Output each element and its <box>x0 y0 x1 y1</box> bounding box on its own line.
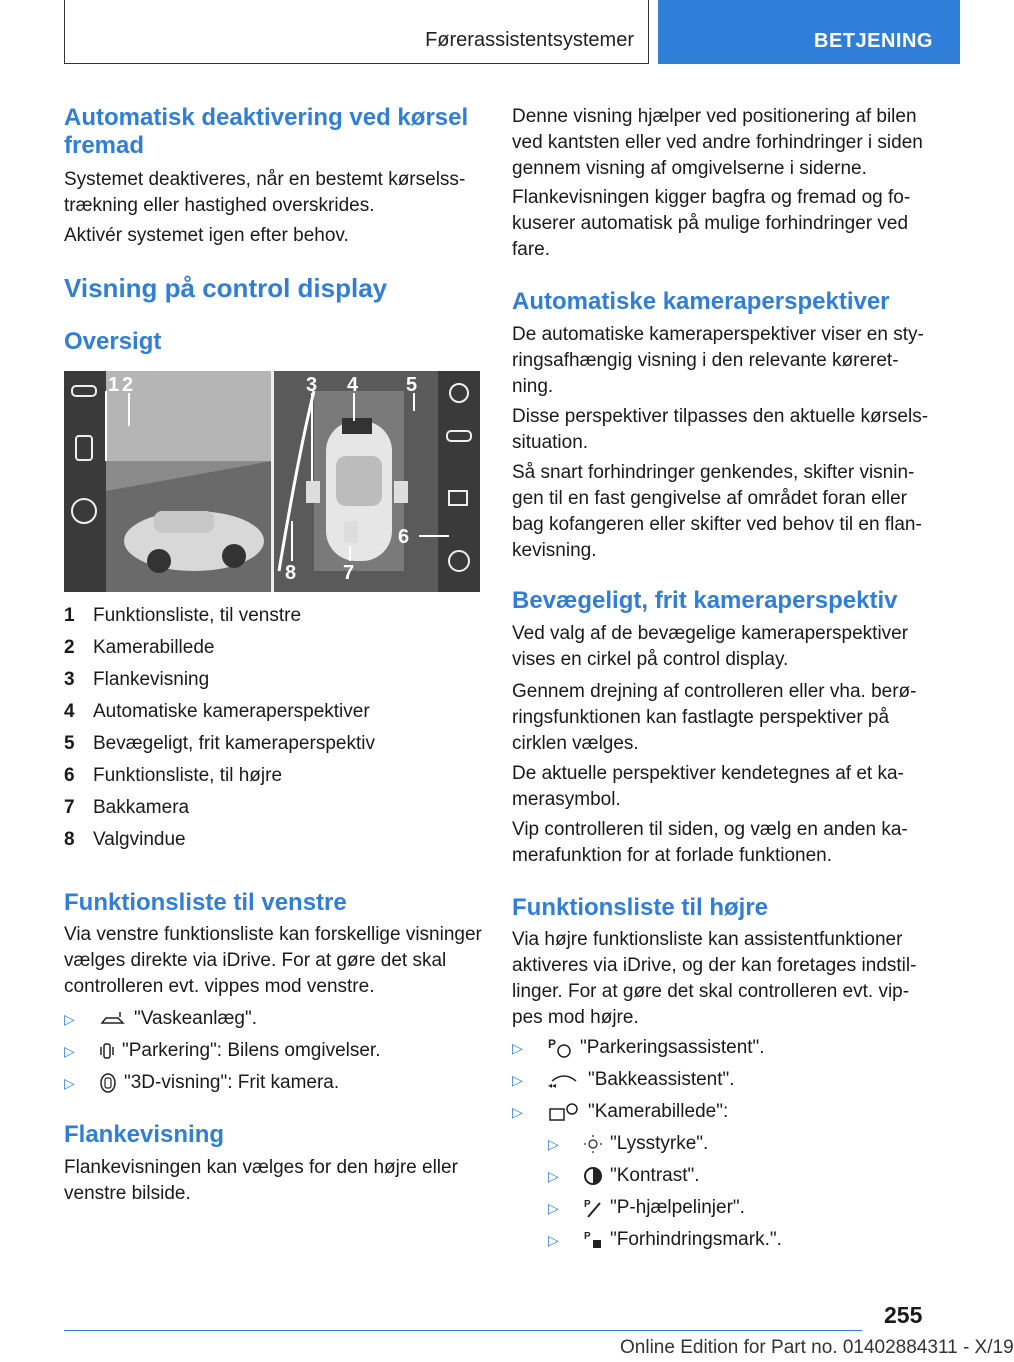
header-chapter-title: BETJENING <box>814 30 933 52</box>
bullet-triangle-icon: ▷ <box>512 1040 523 1056</box>
bullet-triangle-icon: ▷ <box>548 1168 559 1184</box>
svg-text:P: P <box>584 1230 591 1242</box>
heading-auto-perspectives: Automatiske kameraperspektiver <box>512 288 890 315</box>
parking-view-icon <box>100 1041 114 1061</box>
reversing-assistant-icon <box>548 1071 580 1089</box>
sub-list-item: ▷ P "P-hjælpelinjer". <box>548 1195 745 1221</box>
bullet-triangle-icon: ▷ <box>548 1232 559 1248</box>
footer-divider <box>64 1330 862 1331</box>
brightness-icon <box>584 1135 602 1153</box>
paragraph: Via venstre funktionsliste kan forskellige visninger vælges direkte via iDrive. For at gøre det skal controlleren evt. vippes mod venstre. <box>64 924 482 997</box>
heading-free-perspective: Bevægeligt, frit kameraperspektiv <box>512 587 898 614</box>
paragraph: De automatiske kameraperspektiver viser en styringsafhængig visning i den relevante køreretning. <box>512 324 924 397</box>
header-chapter-tab <box>658 0 960 64</box>
bullet-triangle-icon: ▷ <box>548 1200 559 1216</box>
figure-label: 3 <box>306 374 318 396</box>
header-section-title: Førerassistentsystemer <box>425 29 634 51</box>
camera-settings-icon <box>548 1101 580 1123</box>
parking-lines-icon <box>584 1198 602 1218</box>
sub-list-item: ▷ P "Forhindringsmark.". <box>548 1227 782 1253</box>
3d-view-icon <box>100 1073 116 1093</box>
paragraph: De aktuelle perspektiver kendetegnes af et kamerasymbol. <box>512 763 904 810</box>
bullet-triangle-icon: ▷ <box>512 1072 523 1088</box>
svg-text:P: P <box>548 1036 557 1051</box>
list-item: ▷ "3D-visning": Frit kamera. <box>64 1070 339 1096</box>
page-number: 255 <box>884 1302 923 1328</box>
heading-display: Visning på control display <box>64 273 388 303</box>
figure-label: 2 <box>122 374 134 396</box>
parking-assistant-icon <box>548 1037 572 1059</box>
figure-label: 7 <box>343 562 355 584</box>
header-section-box <box>64 0 649 64</box>
paragraph: Systemet deaktiveres, når en bestemt kørselsstrækning eller hastighed overskrides. <box>64 169 466 216</box>
paragraph: Disse perspektiver tilpasses den aktuelle kørselssituation. <box>512 406 929 453</box>
list-item: ▷ "Kamerabillede": <box>512 1099 728 1125</box>
sub-list-item: ▷ "Kontrast". <box>548 1163 700 1189</box>
bullet-triangle-icon: ▷ <box>64 1043 75 1059</box>
paragraph: Via højre funktionsliste kan assistentfunktioner aktiveres via iDrive, og der kan foretages indstillinger. For at gøre det skal controlleren evt. vippes mod højre. <box>512 929 917 1028</box>
svg-text:P: P <box>584 1198 591 1210</box>
heading-flank-view: Flankevisning <box>64 1121 225 1148</box>
paragraph: Ved valg af de bevægelige kameraperspektiver vises en cirkel på control display. <box>512 623 909 670</box>
paragraph: Vip controlleren til siden, og vælg en anden kamerafunktion for at forlade funktionen. <box>512 819 908 866</box>
control-display-figure <box>64 371 480 592</box>
contrast-icon <box>584 1167 602 1185</box>
sub-list-item: ▷ "Lysstyrke". <box>548 1131 708 1157</box>
figure-label: 6 <box>398 526 410 548</box>
bullet-triangle-icon: ▷ <box>64 1011 75 1027</box>
bullet-triangle-icon: ▷ <box>548 1136 559 1152</box>
edition-footer: Online Edition for Part no. 01402884311 - X/19 <box>620 1337 1014 1358</box>
bullet-triangle-icon: ▷ <box>64 1075 75 1091</box>
list-item: ▷ "Parkering": Bilens omgivelser. <box>64 1038 381 1064</box>
figure-label: 4 <box>347 374 359 396</box>
figure-label: 1 <box>108 374 120 396</box>
heading-overview: Oversigt <box>64 328 162 355</box>
bullet-triangle-icon: ▷ <box>512 1104 523 1120</box>
heading-auto-deactivation: Automatisk deaktivering ved kørsel fremad <box>64 104 469 159</box>
paragraph: Aktivér systemet igen efter behov. <box>64 225 349 246</box>
heading-function-list-left: Funktionsliste til venstre <box>64 889 347 916</box>
figure-label: 5 <box>406 374 418 396</box>
paragraph: Gennem drejning af controlleren eller vha. berøringsfunktionen kan fastlagte perspektiver på cirklen vælges. <box>512 681 917 754</box>
list-item: ▷ ◂◂ "Bakkeassistent". <box>512 1067 735 1093</box>
paragraph: Flankevisningen kigger bagfra og fremad og fokuserer automatisk på mulige forhindringer ved fare. <box>512 187 911 260</box>
figure-label: 8 <box>285 562 297 584</box>
list-item: ▷ "Vaskeanlæg". <box>64 1006 257 1032</box>
car-wash-icon <box>100 1011 126 1027</box>
heading-function-list-right: Funktionsliste til højre <box>512 894 769 921</box>
paragraph: Denne visning hjælper ved positionering af bilen ved kantsten eller ved andre forhindringer i siden gennem visning af omgivelserne i siderne. <box>512 106 923 179</box>
obstacle-marking-icon <box>584 1230 602 1250</box>
list-item: ▷ P "Parkeringsassistent". <box>512 1035 765 1061</box>
svg-text:◂◂: ◂◂ <box>548 1080 557 1090</box>
control-display-illustration <box>64 371 480 592</box>
paragraph: Flankevisningen kan vælges for den højre eller venstre bilside. <box>64 1157 458 1204</box>
paragraph: Så snart forhindringer genkendes, skifter visningen til en fast gengivelse af området foran eller bag kofangeren eller skifter ved behov til en flankevisning. <box>512 462 922 561</box>
